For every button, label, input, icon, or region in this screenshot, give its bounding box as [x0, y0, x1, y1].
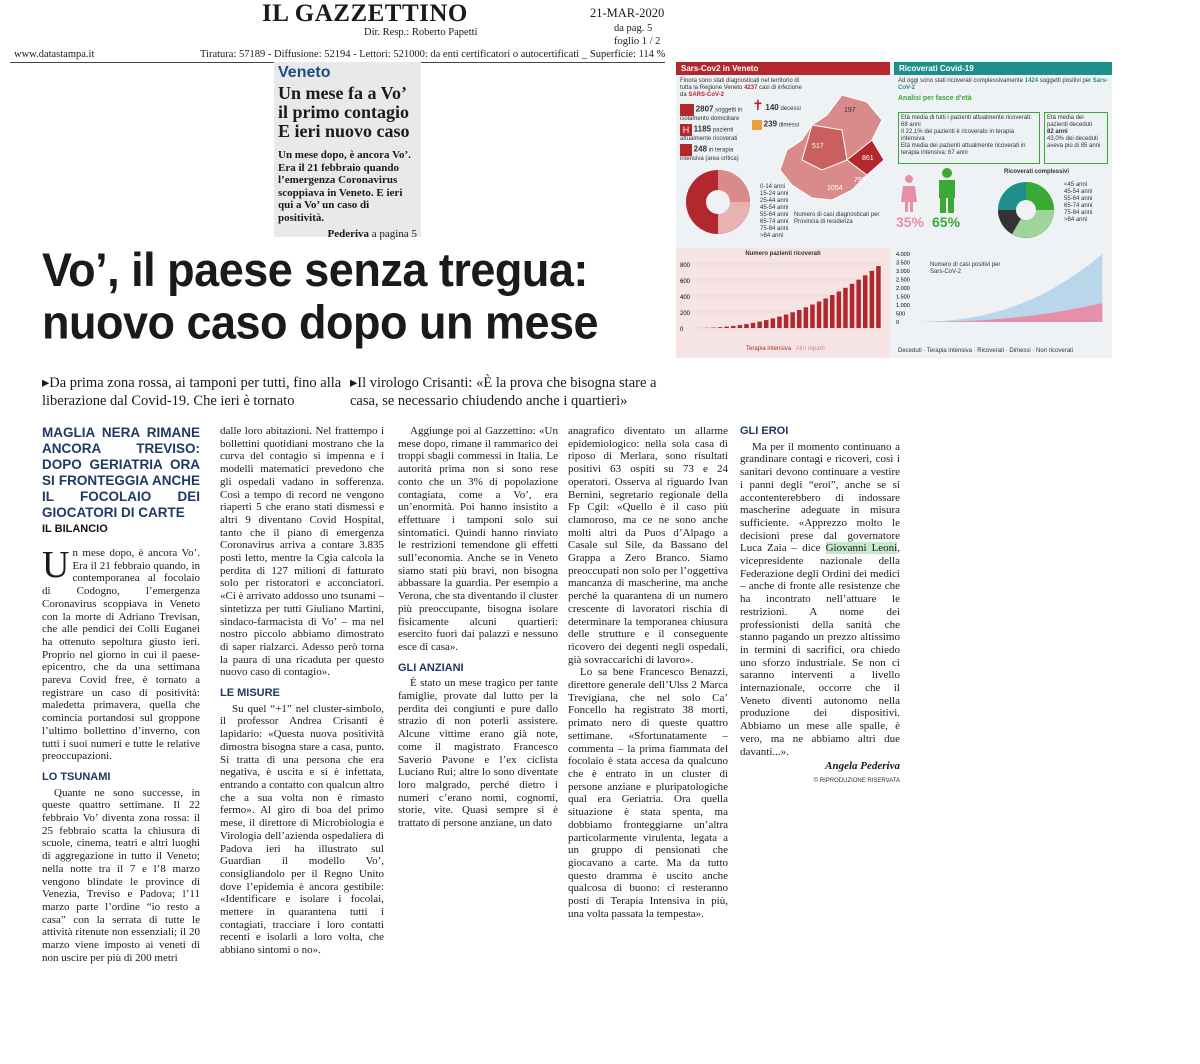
bar-chart-bar — [757, 322, 762, 328]
teaser-section: Veneto — [278, 64, 331, 81]
teaser-headline: Un mese fa a Vo’ il primo contagio E ieri nuovo caso — [278, 83, 410, 141]
bar-chart-ytick: 400 — [680, 295, 691, 301]
stat-icu — [680, 144, 750, 163]
pie-left-legend-item: 75-84 anni — [760, 226, 789, 232]
stat-discharged-label: dimessi — [778, 122, 800, 129]
house-icon — [680, 104, 694, 116]
bar-chart-bar — [797, 310, 802, 328]
teaser-body: Un mese dopo, è ancora Vo’. Era il 21 febbraio quando l’emergenza Coronavirus scoppiava in Veneto. E ieri qui a Vo’ un caso di positività. — [278, 149, 411, 224]
bar-chart-bar — [771, 318, 776, 328]
right-panel-title: Ricoverati Covid-19 — [894, 62, 1112, 75]
area-chart-panel — [894, 248, 1112, 358]
byline: Angela Pederiva — [825, 760, 900, 773]
bar-chart-bar — [724, 327, 729, 328]
bar-chart-bar — [810, 305, 815, 328]
pie-right-legend-item: 65-74 anni — [1064, 203, 1093, 209]
teaser-ref — [278, 228, 417, 240]
bar-chart-bar — [830, 295, 835, 328]
female-icon — [900, 174, 918, 214]
article-paragraph: Aggiunge poi al Gazzettino: «Un mese dopo, rimane il rammarico dei troppi sbagli commessi in Italia. Le autorità prima non si sono rese conto che un 3% di popolazione contagiata, come a Vo’, era un’enormità. Poi hanno insistito a effettuare i tamponi solo sui sintomatici. Quindi hanno rinviato le restrizioni temendone gli effetti sull’economia. Anche se in Veneto siamo stati più bravi, non bisogna abbassare la guardia. Per esempio a Verona, che sta diventando il cluster più preoccupante, bisogna isolare fisicamente alcuni quartieri: esercito fuori dai palazzi e nessuno esce di casa». — [398, 425, 558, 653]
age-pie-right — [992, 176, 1060, 244]
bar-chart-bar — [777, 317, 782, 328]
bar-chart — [678, 260, 888, 342]
right-intro-text2: soggetti positivi per — [1038, 78, 1093, 84]
bar-chart-ytick: 0 — [680, 327, 684, 333]
article-paragraph: dalle loro abitazioni. Nel frattempo i bollettini quotidiani mostrano che la curva del contagio si impenna e i modelli matematici prevedono che gli ospedali vadano in sofferenza. Così a tempo di record ne vengono riaperti 5 che erano stati dismessi e altri 9 diventano Covid Hospital, tanto che il piano di emergenza Coronavirus arriva a contare 3.835 posti letto, mentre la Cgia calcola la perdita di 127 milioni di fatturato solo per ristoratori e acconciatori. «Ci è arrivato addosso uno tsunami – sintetizza per tutti Giuliano Martini, sindaco-farmacista di Vo’ – ma nel nostro piccolo abbiamo dimostrato di saper rialzarci. Adesso però torna la paura di una ricaduta per questo nuovo caso di contagio». — [220, 425, 384, 679]
article-column-1 — [42, 425, 200, 965]
age-notes-box — [898, 112, 1040, 164]
pie-hole — [706, 190, 730, 214]
pie-left-legend-item: 45-54 anni — [760, 205, 789, 211]
bar-chart-bar — [837, 292, 842, 328]
bar-chart-bar — [870, 271, 875, 328]
bar-chart-bar — [738, 325, 743, 328]
area-chart-ytick: 500 — [896, 311, 906, 318]
article-paragraph — [42, 544, 200, 763]
ricoverati-complessivi: Ricoverati complessivi — [1004, 169, 1070, 175]
death-note: 82 anni — [1047, 129, 1068, 135]
subheading: LO TSUNAMI — [42, 770, 111, 783]
male-percent: 65% — [932, 214, 961, 230]
area-chart-ytick: 2.000 — [896, 286, 910, 292]
director: Dir. Resp.: Roberto Papetti — [364, 27, 478, 38]
bar-chart-bar — [843, 288, 848, 328]
bar-chart-ytick: 800 — [680, 263, 691, 269]
highlighted-name: Giovanni Leoni — [825, 542, 898, 555]
left-intro-num: 4237 — [744, 85, 758, 91]
article-kicker: MAGLIA NERA RIMANE ANCORA TREVISO: DOPO GERIATRIA ORA SI FRONTEGGIA ANCHE IL FOCOLAIO DEI GIOCATORI DI CARTE — [42, 425, 200, 520]
sheet-ref: foglio 1 / 2 — [614, 36, 661, 47]
area-legend-item: Terapia intensiva — [926, 348, 972, 354]
stat-home-value: 2807 — [695, 104, 714, 114]
area-chart-ytick: 1.000 — [896, 303, 910, 309]
right-intro-virus: Sars-CoV-2 — [898, 78, 1108, 91]
right-intro-num: 1424 — [1024, 78, 1039, 84]
stat-hospital-value: 1185 — [693, 124, 712, 134]
right-intro-text1: Ad oggi sono stati ricoverati complessivamente — [898, 78, 1025, 84]
female-percent: 35% — [896, 214, 925, 230]
pie-left-legend-item: 65-74 anni — [760, 219, 789, 225]
stat-deaths-label: decessi — [780, 106, 801, 112]
bar-chart-bar — [744, 324, 749, 328]
bar-chart-panel — [676, 248, 890, 358]
map-value-3: 793 — [854, 177, 866, 184]
map-value-2: 517 — [812, 143, 824, 150]
teaser-box — [274, 62, 421, 240]
stat-hospital — [680, 124, 750, 143]
area-chart-ytick: 2.500 — [896, 277, 910, 284]
pie-left-legend-item: >84 anni — [760, 233, 784, 239]
area-legend-item: Non ricoverati — [1036, 348, 1074, 354]
article-paragraph: Su quel “+1” nel cluster-simbolo, il professor Andrea Crisanti è lapidario: «Questa nuova positività dimostra bisogna stare a casa, punto. Si tratta di una persona che era negativa, è uscita e si è infettata, entrando a contatto con qualcun altro che a sua volta non è rimasto fermo». Al giro di boa del primo mese, il direttore di Microbiologia e Virologia dell’azienda ospedaliera di Padova ieri ha illustrato sul Guardian il modello Vo’, consigliandolo per il Regno Unito dove l’epidemia è ancora gestibile: «Identificare e isolare i focolai, mettere in quarantena tutti i contagiati, tracciare i loro contatti recenti e isolarli a loro volta, che abbiano sintomi o no». — [220, 702, 384, 957]
date: 21-MAR-2020 — [590, 6, 665, 20]
article-paragraph: Lo sa bene Francesco Benazzi, direttore generale dell’Ulss 2 Marca Trevigiana, che nel solo Ca’ Foncello ha registrato 38 morti, primato nero di queste quattro settimane. «Sfortunatamente – commenta – la prima fiammata del focolaio è stata accesa da qualcuno che è entrato in un cluster di persone anziane e pluripatologiche qual era Geriatria. Ora quella situazione è stata spenta, ma dobbiamo fronteggiarne un’altra particolarmente virulenta, legata a un gruppo di pensionati che giocavano a carte. Ma da tutto questo dramma è uscito anche qualcosa di buono: ci resteranno posti di Terapia Intensiva in più, una volta passata la tempesta». — [568, 666, 728, 920]
infographic — [676, 62, 1112, 358]
bar-chart-bar — [784, 315, 789, 328]
bar-chart-title: Numero pazienti ricoverati — [745, 251, 821, 257]
cross-icon: ✝ — [752, 97, 764, 113]
subhead-left: ▸Da prima zona rossa, ai tamponi per tutti, fino alla liberazione dal Covid-19. Che ieri è tornato — [42, 375, 342, 409]
bar-legend-icu: Terapia intensiva — [746, 346, 792, 352]
age-note: Età media di tutti i pazienti attualmente ricoverati: 68 anni — [901, 115, 1032, 128]
page-ref: da pag. 5 — [614, 23, 653, 34]
area-chart-ytick: 4.000 — [896, 252, 910, 258]
bar-chart-ytick: 200 — [680, 311, 691, 317]
map-value-4: 1054 — [827, 185, 843, 192]
age-note: Età media dei pazienti attualmente ricoverati in terapia intensiva: 67 anni — [901, 143, 1026, 156]
subheading: LE MISURE — [220, 687, 280, 700]
article-text: , vicepresidente nazionale della Federazione degli Ordini dei medici – anche di fronte alle resistenze che ha incontrato nell’attuare le restrizioni. A nome dei professionisti della sanità che stanno pagando un prezzo altissimo in termini di sacrifici, ora chiedo uno sforzo industriale. Se non ci saranno interventi a livello internazionale, occorre che il Veneto diventi autonomo nella produzione dei dispositivi. Abbiamo un mese alle spalle, è vero, ma ne abbiamo altri due davanti...». — [740, 542, 900, 758]
age-pie-left — [678, 162, 758, 242]
left-intro-virus: SARS-CoV-2 — [688, 92, 725, 98]
circulation: Tiratura: 57189 - Diffusione: 52194 - Lettori: 521000: da enti certificatori o autocertificati — [200, 49, 580, 60]
stat-icu-value: 248 — [693, 144, 708, 154]
article-paragraph: È stato un mese tragico per tante famiglie, provate dal lutto per la perdita dei congiunti e pure dallo strazio di non poterli assistere. Alcune vittime erano già note, come il magistrato Francesco Saverio Pavone e l’ex ciclista Luciano Rui; altre lo sono diventate loro malgrado, perché dietro i numeri c’erano nomi, cognomi, storie, vite. Quasi sempre si è trattato di persone anziane, un dato — [398, 677, 558, 830]
bar-chart-bar — [856, 280, 861, 328]
male-icon — [936, 168, 958, 214]
bar-legend-other: Altri reparti — [795, 346, 825, 352]
subheading: GLI EROI — [740, 425, 789, 437]
pie-left-legend-item: 0-14 anni — [760, 184, 786, 190]
area-chart-ytick: 3.000 — [896, 269, 910, 275]
pie-left-legend-item: 25-44 anni — [760, 198, 789, 204]
infographic-right-panel — [894, 62, 1112, 245]
bar-chart-ytick: 600 — [680, 279, 691, 285]
drop-cap: U — [42, 544, 70, 586]
stat-home-label: soggetti in isolamento domiciliare — [680, 107, 743, 122]
article-section-label: IL BILANCIO — [42, 523, 108, 535]
article-paragraph — [740, 441, 900, 759]
pie-right-legend-item: <45 anni — [1064, 182, 1088, 188]
headline: Vo’, il paese senza tregua: nuovo caso dopo un mese — [42, 242, 599, 349]
pie-hole — [1016, 200, 1036, 220]
age-note: Il 22,1% dei pazienti è ricoverato in terapia intensiva — [901, 129, 1015, 142]
area-chart-ytick: 1.500 — [896, 294, 910, 301]
pie-right-legend-item: 45-54 anni — [1064, 189, 1093, 195]
death-notes-box — [1044, 112, 1108, 164]
pie-right-legend-item: 75-84 anni — [1064, 210, 1093, 216]
bar-chart-bar — [718, 327, 723, 328]
death-note: 43,0% dei deceduti aveva più di 85 anni — [1047, 136, 1101, 149]
bed-icon — [680, 144, 692, 156]
bar-chart-bar — [817, 302, 822, 328]
area-chart — [894, 248, 1112, 344]
bar-chart-bar — [823, 298, 828, 328]
bar-legend — [746, 346, 825, 353]
article-column-3 — [398, 425, 558, 830]
article-column-2 — [220, 425, 384, 957]
pie-left-legend-item: 55-64 anni — [760, 212, 789, 218]
teaser-ref-page: a pagina 5 — [369, 228, 417, 240]
bar-chart-bar — [876, 266, 881, 328]
teaser-ref-name: Pederiva — [327, 228, 370, 240]
article-column-4 — [568, 425, 728, 920]
stat-hospital-label: pazienti attualmente ricoverati — [680, 127, 738, 142]
left-intro-text2: casi di infezione da — [680, 85, 802, 98]
bar-chart-bar — [863, 275, 868, 328]
stat-discharged-value: 239 — [763, 119, 778, 129]
pie-left-legend-item: 15-24 anni — [760, 191, 789, 197]
article-text: Ma per il momento continuano a grandinare contagi e ricoveri, così i sanitari devono continuare a vestire i panni degli “eroi”, anche se si accontenterebbero di indossare mascherine adeguate in misura sufficiente. «Apprezzo molto le decisioni prese dal governatore Luca Zaia – dice — [740, 440, 900, 555]
area-chart-ytick: 3.500 — [896, 260, 910, 267]
hospital-icon: H — [680, 124, 692, 136]
pie-left-legend — [760, 184, 800, 240]
area-legend: Deceduti · Terapia intensiva · Ricoverati · Dimessi · Non ricoverati — [898, 348, 1074, 354]
map-value-1: 197 — [844, 107, 856, 114]
area-legend-item: Dimessi — [1009, 348, 1031, 354]
area-legend-item: Deceduti — [898, 348, 922, 354]
subhead-right: ▸Il virologo Crisanti: «È la prova che bisogna stare a casa, se necessario chiudendo anche i quartieri» — [350, 375, 657, 409]
death-note: Età media dei pazienti deceduti — [1047, 115, 1093, 128]
bar-chart-bar — [731, 326, 736, 328]
bar-chart-bar — [790, 312, 795, 328]
subheading: GLI ANZIANI — [398, 661, 464, 674]
stat-icu-label: in terapia intensiva (area critica) — [680, 147, 739, 162]
bar-chart-bar — [764, 320, 769, 328]
left-panel-title: Sars-Cov2 in Veneto — [676, 62, 890, 75]
pie-right-legend — [1064, 182, 1110, 224]
map-value-5: 861 — [862, 155, 874, 162]
age-analysis-title: Analisi per fasce d'età — [898, 95, 972, 102]
map-caption: Numero di casi diagnosticati per Provincia di residenza — [794, 212, 880, 225]
discharged-icon — [752, 120, 762, 130]
area-legend-item: Ricoverati — [977, 348, 1004, 354]
article-column-5 — [740, 425, 900, 788]
infographic-left-panel — [676, 62, 890, 245]
article-text: n mese dopo, è ancora Vo’. Era il 21 febbraio quando, in contemporanea al focolaio di Codogno, l’emergenza Coronavirus scoppiava in Veneto con la morte di Adriano Trevisan, che alle pendici dei Colli Euganei ha ottenuto sepoltura giusto ieri. Proprio nel giorno in cui il paese-epicentro, che da una settimana pareva Covid free, è tornato a registrare un caso di positività: maledetta primavera, quella che comincia portandosi sul groppone l’ultimo bollettino d’inverno, con tutti i suoi numeri e tutte le relative preoccupazioni. — [42, 547, 200, 763]
pie-right-legend-item: 55-64 anni — [1064, 196, 1093, 202]
right-intro — [894, 75, 1112, 95]
surface: _ Superficie: 114 % — [582, 49, 666, 60]
article-paragraph: Quante ne sono successe, in queste quattro settimane. Il 22 febbraio Vo’ diventa zona rossa: il 25 febbraio scatta la chiusura di scuole, cinema, teatri e altri luoghi di aggregazione in tutto il Veneto; nella notte tra il 7 e l’8 marzo vengono blindate le province di Venezia, Treviso e Padova; l’11 marzo parte l’ordine “io resto a casa” con la serrata di tutte le attività ritenute non essenziali; il 20 marzo viene imposto ai veneti di non uscire per più di 200 metri — [42, 786, 200, 964]
article-paragraph: anagrafico diventato un allarme epidemiologico: nella sola casa di riposo di Merlara, sono risultati positivi 63 ospiti su 73 e 24 operatori. Osserva al riguardo Ivan Bernini, segretario regionale della Fp Cgil: «Quello è il caso più clamoroso, ma ce ne sono anche molti altri da Puos d’Alpago a Casale sul Sile, da Bassano del Grappa a Zero Branco. Siamo preoccupati non solo per l’oggettiva mancanza di mascherine, ma anche perché la quarantena di un numero crescente di lavoratori rischia di determinare la temporanea chiusura delle strutture e il conseguente ricovero dei degenti negli ospedali, già sovraccarichi di lavoro». — [568, 425, 728, 666]
masthead: IL GAZZETTINO — [262, 0, 468, 27]
area-chart-ytick: 0 — [896, 320, 900, 326]
stat-home — [680, 104, 750, 123]
pie-right-legend-item: >84 anni — [1064, 217, 1088, 223]
stat-deaths-value: 140 — [765, 103, 779, 112]
site-url: www.datastampa.it — [14, 49, 95, 60]
copyright-note: © RIPRODUZIONE RISERVATA — [813, 777, 900, 784]
area-chart-title: Numero di casi positivi per Sars-CoV-2 — [930, 262, 1001, 275]
bar-chart-bar — [850, 284, 855, 328]
bar-chart-bar — [804, 307, 809, 328]
bar-chart-bar — [751, 323, 756, 328]
left-intro-text1: Finora sono stati diagnosticati nel territorio di tutta la Regione Veneto — [680, 78, 800, 91]
